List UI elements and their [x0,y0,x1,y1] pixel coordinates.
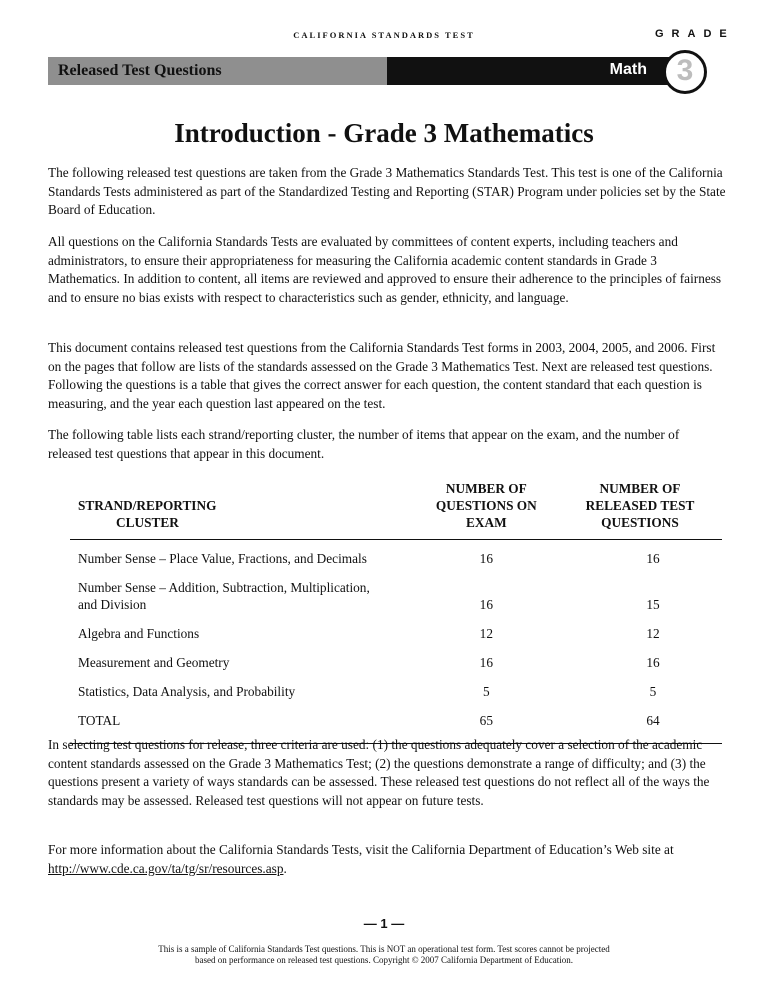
table-row [70,540,722,572]
header-strand [70,476,415,540]
intro-paragraph-3: This document contains released test questions from the California Standards Test forms in 2003, 2004, 2005, and 2006. First on the pages that follow are lists of the standards assessed on the Grade 3 Mathematics Test. Next are released test questions. Following the questions is a table that gives the correct answer for each question, the content standard that each question is measuring, and the year each question last appeared on the test. [48,340,716,411]
released-count-cell: 64 [558,704,722,744]
released-questions-label: Released Test Questions [58,62,222,79]
released-count-cell: 15 [646,597,660,612]
more-info-period: . [283,860,287,876]
strand-name: Statistics, Data Analysis, and Probability [78,684,296,699]
strand-name: Measurement and Geometry [78,655,230,670]
header-exam-line3: EXAM [466,515,507,530]
released-count-cell: 12 [646,626,660,641]
intro-paragraph-2: All questions on the California Standards Tests are evaluated by committees of content experts, including teachers and administrators, to ensure their appropriateness for measuring the California academic content standards in Grade 3 Mathematics. In addition to content, all items are reviewed and approved to ensure their adherence to the principles of fairness and to ensure no bias exists with respect to characteristics such as gender, ethnicity, and language. [48,234,722,305]
table-row [70,675,722,704]
footer-line-1: This is a sample of California Standards Test questions. This is NOT an operational test form. Test scores cannot be projected [158,944,610,954]
strand-name: Algebra and Functions [78,626,200,641]
page-number: — 1 — [363,916,405,931]
released-count-cell: 5 [649,684,657,699]
grade-badge [663,50,707,94]
header-exam-line1: NUMBER OF [445,481,527,496]
page-title: Introduction - Grade 3 Mathematics [174,118,594,148]
selection-criteria-paragraph: In selecting test questions for release, three criteria are used: (1) the questions adequately cover a selection of the academic content standards assessed on the Grade 3 Mathematics Test; (2) the questions demonstrate a range of difficulty; and (3) the questions present a variety of ways standards can be assessed. These released test questions do not reflect all of the ways the standards may be assessed. Released test questions will not appear on future tests. [48,737,710,808]
exam-count-cell: 16 [479,597,493,612]
exam-count-cell: 12 [479,626,493,641]
grade-label: GRADE [655,28,735,40]
table-row [70,571,722,617]
more-info-paragraph [48,841,726,878]
header-exam [415,476,558,540]
strand-cell [70,571,415,617]
subject-label: Math [609,61,647,78]
exam-count-cell: 16 [479,551,493,566]
table-row [70,646,722,675]
strand-name: Number Sense – Place Value, Fractions, and Decimals [78,551,367,566]
header-released-line3: QUESTIONS [601,515,679,530]
banner-right [387,57,677,85]
resources-link[interactable]: http://www.cde.ca.gov/ta/tg/sr/resources.asp [48,860,284,876]
header-released-line2: RELEASED TEST [585,498,695,513]
table-header-row [70,476,722,540]
released-count-cell: 16 [646,551,660,566]
intro-paragraph-1: The following released test questions are taken from the Grade 3 Mathematics Standards Test. This test is one of the California Standards Tests administered as part of the Standardized Testing and Reporting (STAR) Program under policies set by the State Board of Education. [48,165,726,218]
header-exam-line2: QUESTIONS ON [435,498,537,513]
footer-line-2: based on performance on released test questions. Copyright © 2007 California Department of Education. [195,955,573,965]
footer [0,944,768,966]
header-strand-line1: STRAND/REPORTING [78,498,217,513]
strand-name-line2: and Division [78,597,147,612]
strand-table [70,476,722,744]
strand-cell [70,675,415,704]
exam-count-cell: 65 [415,704,558,744]
banner-left [48,57,387,85]
header-released [558,476,722,540]
strand-cell [70,617,415,646]
exam-count-cell: 16 [479,655,493,670]
header-strand-line2: CLUSTER [116,515,179,530]
released-count-cell: 16 [646,655,660,670]
strand-cell [70,646,415,675]
more-info-text: For more information about the California Standards Tests, visit the California Department of Education’s Web site at [48,842,674,857]
intro-paragraph-4: The following table lists each strand/reporting cluster, the number of items that appear on the exam, and the number of released test questions that appear in this document. [48,427,680,461]
grade-number: 3 [676,54,694,87]
strand-name: TOTAL [78,713,121,728]
strand-name: Number Sense – Addition, Subtraction, Multiplication, [78,580,370,595]
table-row [70,617,722,646]
exam-count-cell: 5 [482,684,490,699]
test-series-label: CALIFORNIA STANDARDS TEST [293,30,475,40]
strand-cell [70,540,415,572]
header-released-line1: NUMBER OF [599,481,681,496]
